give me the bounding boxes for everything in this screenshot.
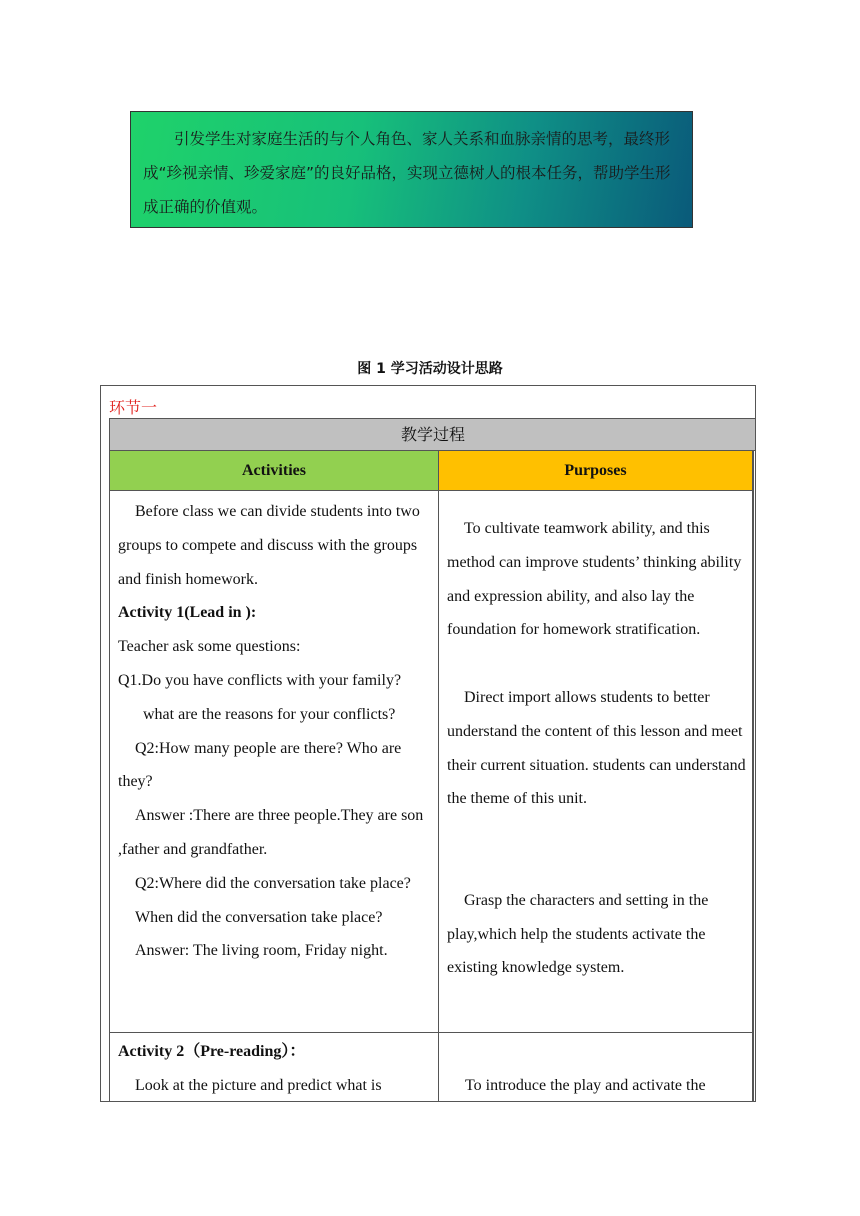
intro-text: Before class we can divide students into two groups to compete and discuss with the groups and finish homework. [118, 503, 420, 588]
purpose-4: To introduce the play and activate the [465, 1076, 706, 1094]
goal-banner-text: 引发学生对家庭生活的与个人角色、家人关系和血脉亲情的思考，最终形成“珍视亲情、珍爱家庭”的良好品格，实现立德树人的根本任务，帮助学生形成正确的价值观。 [143, 130, 671, 216]
goal-banner [130, 111, 693, 228]
question-3: Q2:Where did the conversation take place? When did the conversation take place? [135, 874, 411, 926]
teacher-ask-text: Teacher ask some questions: [118, 638, 301, 656]
purpose-2: Direct import allows students to better understand the content of this lesson and meet their current situation. students can understand the theme of this unit. [447, 688, 746, 808]
purposes-header: Purposes [438, 451, 753, 491]
activities-header: Activities [109, 451, 439, 491]
purpose-3: Grasp the characters and setting in the play,which help the students activate the existing knowledge system. [447, 891, 709, 977]
activities-cell-1 [109, 491, 439, 1033]
question-1b: what are the reasons for your conflicts? [143, 705, 396, 723]
answer-2: Answer :There are three people.They are son ,father and grandfather. [118, 807, 424, 858]
purposes-cell-1 [438, 491, 753, 1033]
right-border-line [753, 451, 754, 1101]
purpose-1: To cultivate teamwork ability, and this method can improve students’ thinking ability and expression ability, and also lay the foundation for homework stratification. [447, 520, 742, 639]
section-label: 环节一 [109, 398, 158, 417]
question-2: Q2:How many people are there? Who are they? [118, 739, 402, 791]
question-1a: Q1.Do you have conflicts with your family? [118, 671, 402, 689]
activity2-text: Look at the picture and predict what is [135, 1076, 382, 1094]
figure-caption: 图 1 学习活动设计思路 [357, 361, 503, 377]
process-header: 教学过程 [109, 418, 756, 451]
activity2-title: Activity 2（Pre-reading）： [118, 1043, 306, 1060]
activities-cell-2 [109, 1033, 439, 1102]
purposes-cell-2 [438, 1033, 753, 1102]
lesson-table [100, 385, 756, 1102]
activity1-title: Activity 1(Lead in ): [118, 604, 257, 622]
answer-3: Answer: The living room, Friday night. [135, 942, 388, 960]
